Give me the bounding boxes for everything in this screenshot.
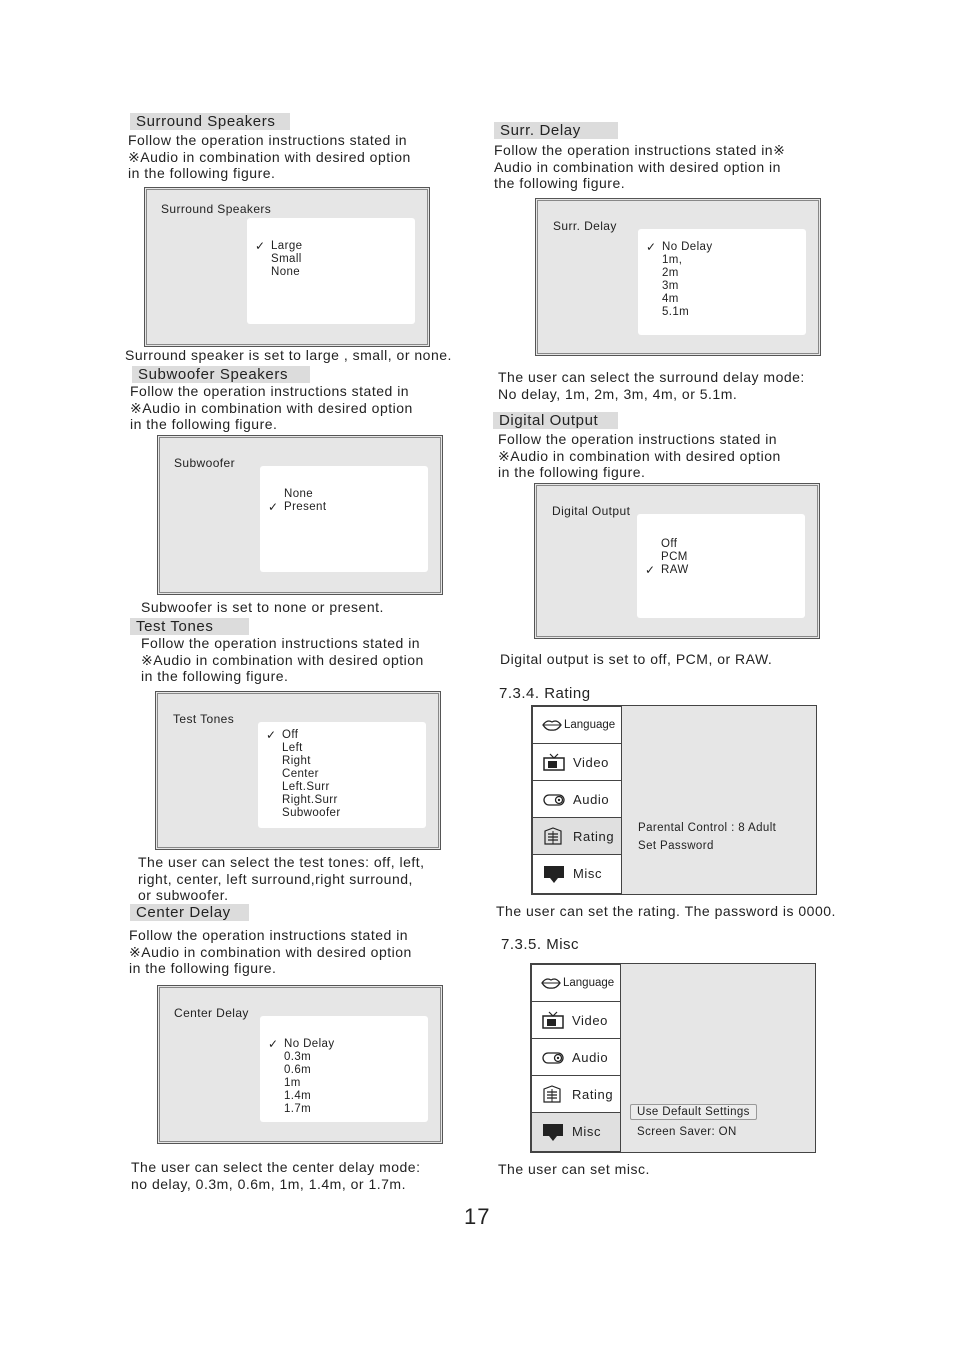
options-list [260, 466, 428, 572]
caption-surround-speakers: Surround speaker is set to large , small, or none. [125, 347, 452, 363]
tab-label: Audio [572, 1050, 609, 1065]
instruction-line: ※Audio in combination with desired option [141, 651, 424, 668]
options-list [258, 722, 426, 828]
tab-language[interactable] [531, 964, 621, 1002]
option-0-3m[interactable]: 0.3m [284, 1051, 312, 1063]
tab-label: Misc [573, 866, 603, 881]
section-heading-rating: 7.3.4. Rating [499, 685, 591, 702]
instruction-line: Follow the operation instructions stated in [128, 132, 408, 148]
check-icon: ✓ [255, 239, 266, 253]
options-list [637, 514, 805, 618]
caption-surr-delay [498, 369, 805, 402]
option-center[interactable]: Center [282, 768, 319, 780]
caption-digital-output: Digital output is set to off, PCM, or RAW. [500, 651, 773, 667]
section-heading-surround-speakers: Surround Speakers [130, 113, 290, 130]
panel-title: Surround Speakers [161, 202, 272, 216]
instruction-line: in the following figure. [128, 165, 276, 181]
option-2m[interactable]: 2m [662, 267, 679, 279]
check-icon: ✓ [645, 563, 656, 577]
misc-drawer-icon [542, 1122, 564, 1142]
options-list [247, 218, 415, 324]
check-icon: ✓ [268, 500, 279, 514]
instruction-line: in the following figure. [498, 464, 646, 480]
tab-audio[interactable] [532, 780, 622, 818]
tab-label: Video [572, 1013, 609, 1028]
option-present[interactable]: ✓ Present [268, 500, 327, 514]
option-right-surr[interactable]: Right.Surr [282, 794, 338, 806]
caption-center-delay [131, 1159, 420, 1192]
option-none[interactable]: None [284, 488, 314, 500]
tab-label: Language [564, 719, 616, 731]
tab-rating[interactable] [531, 1075, 621, 1113]
instruction-line: in the following figure. [141, 668, 289, 684]
tab-misc[interactable] [532, 854, 622, 894]
rating-book-icon [543, 827, 563, 845]
instructions-surround-speakers [128, 132, 411, 182]
speaker-icon [542, 1051, 566, 1065]
tab-misc[interactable] [531, 1112, 621, 1152]
parental-control-setting[interactable]: Parental Control : 8 Adult [638, 822, 777, 834]
tab-label: Rating [573, 829, 615, 844]
page-number: 17 [464, 1204, 491, 1229]
tab-label: Language [563, 977, 615, 989]
option-off[interactable]: Off [661, 538, 678, 550]
option-none[interactable]: None [271, 266, 301, 278]
option-pcm[interactable]: PCM [661, 551, 688, 563]
panel-title: Surr. Delay [553, 219, 617, 233]
section-heading-subwoofer-speakers: Subwoofer Speakers [132, 366, 310, 383]
tv-icon [543, 753, 565, 771]
section-heading-misc: 7.3.5. Misc [501, 936, 580, 953]
option-3m[interactable]: 3m [662, 280, 679, 292]
set-password-setting[interactable]: Set Password [638, 840, 714, 852]
instructions-test-tones [141, 635, 424, 685]
option-large[interactable]: ✓ Large [255, 239, 303, 253]
instruction-line: Follow the operation instructions stated in [130, 383, 410, 399]
speaker-icon [543, 793, 567, 807]
caption-test-tones [138, 854, 425, 904]
caption-subwoofer: Subwoofer is set to none or present. [141, 599, 384, 615]
check-icon: ✓ [646, 240, 657, 254]
option-no-delay[interactable]: ✓ No Delay [268, 1037, 335, 1051]
section-heading-test-tones: Test Tones [130, 618, 249, 635]
instruction-line: Follow the operation instructions stated in [141, 635, 421, 651]
instruction-line: Follow the operation instructions stated in※ [494, 142, 786, 158]
tab-label: Rating [572, 1087, 614, 1102]
misc-drawer-icon [543, 864, 565, 884]
option-right[interactable]: Right [282, 755, 311, 767]
section-heading-digital-output: Digital Output [493, 412, 618, 429]
surround-speakers-panel [144, 187, 430, 347]
screen-saver-setting[interactable]: Screen Saver: ON [637, 1126, 737, 1138]
panel-title: Subwoofer [174, 456, 235, 470]
option-5-1m[interactable]: 5.1m [662, 306, 690, 318]
section-heading-surr-delay: Surr. Delay [494, 122, 618, 139]
instruction-line: ※Audio in combination with desired option [130, 399, 413, 416]
instruction-line: in the following figure. [130, 416, 278, 432]
test-tones-panel [155, 691, 441, 850]
option-left[interactable]: Left [282, 742, 303, 754]
caption-rating: The user can set the rating. The password is 0000. [496, 903, 836, 919]
tab-rating[interactable] [532, 817, 622, 855]
tab-label: Video [573, 755, 610, 770]
option-1-7m[interactable]: 1.7m [284, 1103, 312, 1115]
option-1m[interactable]: 1m [284, 1077, 301, 1089]
center-delay-panel [157, 985, 443, 1144]
check-icon: ✓ [266, 728, 277, 742]
options-list [260, 1016, 428, 1122]
instruction-line: Audio in combination with desired option in [494, 158, 781, 175]
instruction-line: ※Audio in combination with desired option [129, 943, 412, 960]
caption-line: The user can select the test tones: off, left, [138, 854, 425, 870]
option-4m[interactable]: 4m [662, 293, 679, 305]
caption-line: or subwoofer. [138, 887, 229, 903]
panel-title: Digital Output [552, 504, 631, 518]
instructions-surr-delay [494, 142, 785, 192]
use-default-settings-button[interactable]: Use Default Settings [630, 1104, 757, 1120]
option-subwoofer[interactable]: Subwoofer [282, 807, 341, 819]
section-heading-center-delay: Center Delay [130, 904, 249, 921]
instruction-line: Follow the operation instructions stated in [498, 431, 778, 447]
options-list [638, 229, 806, 335]
option-raw[interactable]: ✓ RAW [645, 563, 689, 577]
digital-output-panel [534, 483, 820, 639]
caption-line: The user can select the center delay mode: [131, 1159, 421, 1175]
tv-icon [542, 1011, 564, 1029]
lips-icon [541, 976, 561, 990]
caption-line: right, center, left surround,right surround, [138, 870, 413, 887]
surr-delay-panel [535, 198, 821, 356]
option-no-delay[interactable]: ✓ No Delay [646, 240, 713, 254]
option-1-4m[interactable]: 1.4m [284, 1090, 312, 1102]
instruction-line: the following figure. [494, 175, 626, 191]
tab-video[interactable] [532, 743, 622, 781]
lips-icon [542, 718, 562, 732]
tab-label: Misc [572, 1124, 602, 1139]
option-0-6m[interactable]: 0.6m [284, 1064, 312, 1076]
instruction-line: ※Audio in combination with desired option [128, 148, 411, 165]
caption-misc: The user can set misc. [498, 1161, 650, 1177]
instruction-line: Follow the operation instructions stated in [129, 927, 409, 943]
misc-menu [530, 963, 816, 1153]
option-off[interactable]: ✓ Off [266, 728, 299, 742]
option-1m[interactable]: 1m, [662, 254, 683, 266]
instructions-subwoofer [130, 383, 413, 433]
caption-line: The user can select the surround delay mode: [498, 369, 805, 385]
subwoofer-panel [157, 435, 443, 595]
option-left-surr[interactable]: Left.Surr [282, 781, 330, 793]
instruction-line: ※Audio in combination with desired option [498, 447, 781, 464]
caption-line: no delay, 0.3m, 0.6m, 1m, 1.4m, or 1.7m. [131, 1175, 406, 1192]
check-icon: ✓ [268, 1037, 279, 1051]
tab-label: Audio [573, 792, 610, 807]
panel-title: Center Delay [174, 1006, 249, 1020]
tab-language[interactable] [532, 706, 622, 744]
instructions-center-delay [129, 927, 412, 977]
rating-menu [531, 705, 817, 895]
caption-line: No delay, 1m, 2m, 3m, 4m, or 5.1m. [498, 385, 738, 402]
instruction-line: in the following figure. [129, 960, 277, 976]
tab-video[interactable] [531, 1001, 621, 1039]
rating-book-icon [542, 1085, 562, 1103]
tab-audio[interactable] [531, 1038, 621, 1076]
option-small[interactable]: Small [271, 253, 302, 265]
panel-title: Test Tones [173, 712, 235, 726]
instructions-digital-output [498, 431, 781, 481]
